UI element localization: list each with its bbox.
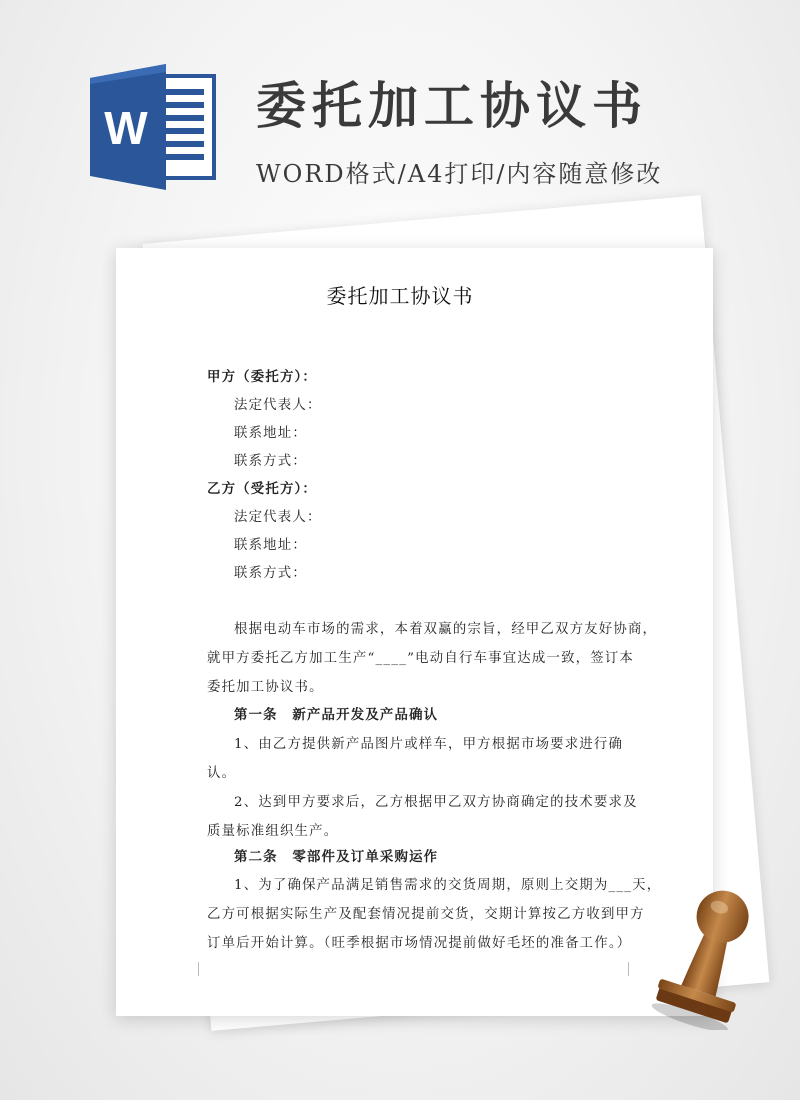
article-1-item-1-line-2: 认。 [207,766,237,781]
word-logo-letter: W [104,102,148,154]
party-a-representative: 法定代表人： [234,398,322,413]
page-margin-mark-left [198,962,199,976]
banner-subtitle: WORD格式/A4打印/内容随意修改 [256,160,663,188]
page-margin-mark-right [628,962,629,976]
article-1-item-1-line-1: 1、由乙方提供新产品图片或样车，甲方根据市场要求进行确 [234,737,624,752]
party-a-contact: 联系方式： [234,454,307,469]
article-2-item-1-line-2: 乙方可根据实际生产及配套情况提前交货，交期计算按乙方收到甲方 [207,907,645,922]
party-b-contact: 联系方式： [234,566,307,581]
document-title: 委托加工协议书 [326,284,474,308]
party-b-representative: 法定代表人： [234,510,322,525]
party-a-address: 联系地址： [234,426,307,441]
article-2-heading: 第二条 零部件及订单采购运作 [234,849,439,865]
article-2-item-1-line-3: 订单后开始计算。（旺季根据市场情况提前做好毛坯的准备工作。） [207,936,632,951]
party-a-heading: 甲方（委托方）： [207,369,318,385]
banner-title: 委托加工协议书 [256,77,648,135]
article-2-item-1-line-1: 1、为了确保产品满足销售需求的交货周期，原则上交期为___天， [234,878,662,893]
article-1-heading: 第一条 新产品开发及产品确认 [234,707,439,723]
article-1-item-2-line-2: 质量标准组织生产。 [207,824,339,839]
party-b-address: 联系地址： [234,538,307,553]
intro-line-3: 委托加工协议书。 [207,680,324,695]
party-b-heading: 乙方（受托方）： [207,481,318,497]
word-logo-icon [90,64,218,190]
intro-line-2: 就甲方委托乙方加工生产“____”电动自行车事宜达成一致，签订本 [207,651,635,666]
wooden-stamp-icon [648,880,768,1030]
article-1-item-2-line-1: 2、达到甲方要求后，乙方根据甲乙双方协商确定的技术要求及 [234,795,638,810]
intro-line-1: 根据电动车市场的需求，本着双赢的宗旨，经甲乙双方友好协商， [234,622,658,637]
